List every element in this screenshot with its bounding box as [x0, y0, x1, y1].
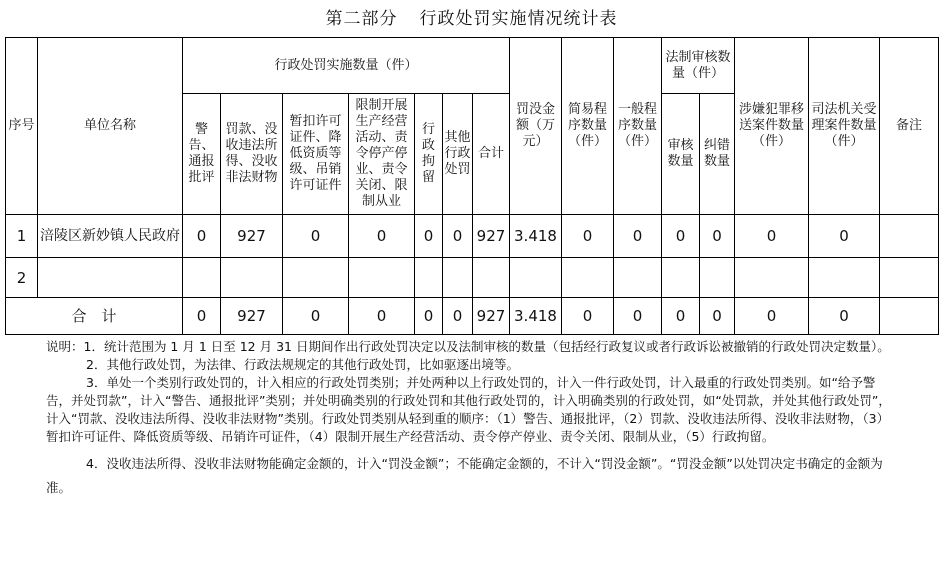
- total-remark: [880, 298, 939, 335]
- row-remark: [880, 215, 939, 258]
- header-fine: 罚款、没收违法所得、没收非法财物: [221, 94, 283, 215]
- row-crime: 0: [735, 215, 809, 258]
- header-amount: 罚没金额（万元）: [510, 38, 562, 215]
- header-unit: 单位名称: [38, 38, 183, 215]
- row-other: 0: [443, 215, 473, 258]
- row-unit: 涪陵区新妙镇人民政府: [38, 215, 183, 258]
- total-correct: 0: [700, 298, 735, 335]
- row-fine: [221, 258, 283, 298]
- table-row: [6, 215, 939, 258]
- row-detention: [415, 258, 443, 298]
- header-judicial: 司法机关受理案件数量（件）: [809, 38, 880, 215]
- row-remark: [880, 258, 939, 298]
- header-warning: 警告、通报批评: [183, 94, 221, 215]
- total-subtotal: 927: [473, 298, 510, 335]
- row-general: [614, 258, 662, 298]
- total-other: 0: [443, 298, 473, 335]
- total-restrict: 0: [349, 298, 415, 335]
- total-label: 合 计: [6, 298, 183, 335]
- row-seq: 2: [6, 258, 38, 298]
- total-row: [6, 298, 939, 335]
- page-title: [0, 4, 943, 29]
- row-correct: [700, 258, 735, 298]
- note-4: 4．没收违法所得、没收非法财物能确定金额的，计入“罚没金额”；不能确定金额的，不计入“罚没金额”。“罚没金额”以处罚决定书确定的金额为准。: [46, 456, 883, 495]
- notes: [46, 338, 896, 500]
- row-warning: [183, 258, 221, 298]
- header-suspend: 暂扣许可证件、降低资质等级、吊销许可证件: [283, 94, 349, 215]
- row-suspend: 0: [283, 215, 349, 258]
- row-simple: [562, 258, 614, 298]
- header-crime: 涉嫌犯罪移送案件数量（件）: [735, 38, 809, 215]
- row-seq: 1: [6, 215, 38, 258]
- total-fine: 927: [221, 298, 283, 335]
- header-remark: 备注: [880, 38, 939, 215]
- total-detention: 0: [415, 298, 443, 335]
- header-other: 其他行政处罚: [443, 94, 473, 215]
- row-correct: 0: [700, 215, 735, 258]
- row-general: 0: [614, 215, 662, 258]
- header-detention: 行政拘留: [415, 94, 443, 215]
- row-warning: 0: [183, 215, 221, 258]
- row-subtotal: [473, 258, 510, 298]
- note-2: 2．其他行政处罚，为法律、行政法规规定的其他行政处罚，比如驱逐出境等。: [86, 357, 519, 372]
- row-amount: [510, 258, 562, 298]
- total-general: 0: [614, 298, 662, 335]
- total-warning: 0: [183, 298, 221, 335]
- total-suspend: 0: [283, 298, 349, 335]
- title-part: 第二部分: [325, 9, 398, 29]
- header-general: 一般程序数量（件）: [614, 38, 662, 215]
- row-other: [443, 258, 473, 298]
- header-subtotal: 合计: [473, 94, 510, 215]
- row-unit: [38, 258, 183, 298]
- title-text: 行政处罚实施情况统计表: [419, 9, 618, 29]
- row-detention: 0: [415, 215, 443, 258]
- note-1: 说明：1．统计范围为 1 月 1 日至 12 月 31 日期间作出行政处罚决定以及法制审核的数量（包括经行政复议或者行政诉讼被撤销的行政处罚决定数量）。: [46, 339, 890, 354]
- total-crime: 0: [735, 298, 809, 335]
- total-simple: 0: [562, 298, 614, 335]
- row-suspend: [283, 258, 349, 298]
- row-restrict: [349, 258, 415, 298]
- row-simple: 0: [562, 215, 614, 258]
- header-restrict: 限制开展生产经营活动、责令停产停业、责令关闭、限制从业: [349, 94, 415, 215]
- row-fine: 927: [221, 215, 283, 258]
- row-judicial: [809, 258, 880, 298]
- penalty-stats-table: [5, 37, 939, 335]
- total-judicial: 0: [809, 298, 880, 335]
- row-review: [662, 258, 700, 298]
- table-row: [6, 258, 939, 298]
- header-simple: 简易程序数量（件）: [562, 38, 614, 215]
- row-review: 0: [662, 215, 700, 258]
- note-3: 3．单处一个类别行政处罚的，计入相应的行政处罚类别；并处两种以上行政处罚的，计入一件行政处罚，计入最重的行政处罚类别。如“给予警告，并处罚款”，计入“警告、通报批评”类别；并处明确类别的行政处罚和其他行政处罚的，计入明确类别的行政处罚，如“处罚款，并处其他行政处罚”，计入“罚款、没收违法所得、没收非法财物”类别。行政处罚类别从轻到重的顺序：（1）警告、通报批评，（2）罚款、没收违法所得、没收非法财物，（3）暂扣许可证件、降低资质等级、吊销许可证件，（4）限制开展生产经营活动、责令停产停业、责令关闭、限制从业，（5）行政拘留。: [46, 375, 891, 444]
- header-review: 审核数量: [662, 94, 700, 215]
- header-penalty-group: 行政处罚实施数量（件）: [183, 38, 510, 94]
- header-correct: 纠错数量: [700, 94, 735, 215]
- header-seq: 序号: [6, 38, 38, 215]
- row-subtotal: 927: [473, 215, 510, 258]
- total-amount: 3.418: [510, 298, 562, 335]
- header-review-group: 法制审核数量（件）: [662, 38, 735, 94]
- total-review: 0: [662, 298, 700, 335]
- row-restrict: 0: [349, 215, 415, 258]
- row-crime: [735, 258, 809, 298]
- row-amount: 3.418: [510, 215, 562, 258]
- row-judicial: 0: [809, 215, 880, 258]
